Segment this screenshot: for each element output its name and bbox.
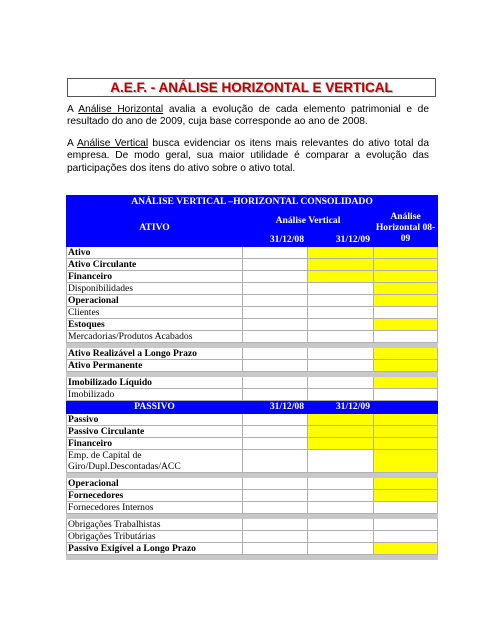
horizontal-value-cell[interactable] [374, 360, 438, 372]
vertical-value-cell[interactable] [243, 360, 308, 372]
vertical-value-cell[interactable] [308, 490, 374, 502]
vertical-value-cell[interactable] [243, 519, 308, 531]
row-label: Imobilizado [67, 389, 243, 401]
table-row [67, 283, 438, 295]
vertical-value-cell[interactable] [243, 438, 308, 450]
vertical-value-cell[interactable] [243, 478, 308, 490]
date-2009: 31/12/09 [308, 234, 374, 247]
para2-post: busca evidenciar os itens mais relevantes do ativo total da empresa. De modo geral, sua maior utilidade é comparar a evolução das participações dos itens do ativo sobre o ativo total. [67, 138, 430, 174]
vertical-value-cell[interactable] [308, 319, 374, 331]
vertical-value-cell[interactable] [308, 377, 374, 389]
table-row [67, 331, 438, 343]
table-row [67, 414, 438, 426]
vertical-value-cell[interactable] [308, 331, 374, 343]
table-row [67, 543, 438, 555]
row-label: Operacional [67, 295, 243, 307]
table-row [67, 295, 438, 307]
paragraph-vertical [67, 138, 429, 175]
vertical-value-cell[interactable] [308, 414, 374, 426]
table-row [67, 426, 438, 438]
passivo-header-row [67, 401, 438, 414]
row-label: Fornecedores [67, 490, 243, 502]
date-2008: 31/12/08 [243, 234, 308, 247]
separator-cell [374, 555, 438, 560]
table-row [67, 377, 438, 389]
row-separator [67, 555, 438, 560]
horizontal-value-cell[interactable] [374, 307, 438, 319]
row-label: Ativo Realizável a Longo Prazo [67, 348, 243, 360]
table-row [67, 450, 438, 473]
vertical-value-cell[interactable] [308, 426, 374, 438]
horizontal-value-cell[interactable] [374, 331, 438, 343]
horizontal-value-cell[interactable] [374, 502, 438, 514]
horizontal-value-cell[interactable] [374, 348, 438, 360]
horizontal-value-cell[interactable] [374, 295, 438, 307]
horizontal-value-cell[interactable] [374, 271, 438, 283]
table-row [67, 389, 438, 401]
para1-term: Análise Horizontal [78, 104, 164, 115]
vertical-value-cell[interactable] [243, 259, 308, 271]
vertical-value-cell[interactable] [308, 531, 374, 543]
document-title-box [67, 78, 436, 97]
vertical-value-cell[interactable] [308, 259, 374, 271]
para2-term: Análise Vertical [76, 138, 149, 149]
table-row [67, 271, 438, 283]
passivo-date-2008: 31/12/08 [243, 401, 308, 414]
horizontal-value-cell[interactable] [374, 259, 438, 271]
row-label: Obrigações Tributárias [67, 531, 243, 543]
vertical-value-cell[interactable] [243, 389, 308, 401]
row-label: Passivo Exigível a Longo Prazo [67, 543, 243, 555]
vertical-value-cell[interactable] [243, 331, 308, 343]
vertical-value-cell[interactable] [308, 247, 374, 259]
horizontal-value-cell[interactable] [374, 283, 438, 295]
separator-cell [243, 555, 308, 560]
horizontal-value-cell[interactable] [374, 389, 438, 401]
row-label: Emp. de Capital de Giro/Dupl.Descontadas/ACC [67, 450, 243, 473]
row-label: Mercadorias/Produtos Acabados [67, 331, 243, 343]
table-row [67, 478, 438, 490]
table-row [67, 490, 438, 502]
table-row [67, 519, 438, 531]
ah-header: Análise Horizontal 08-09 [374, 209, 438, 247]
vertical-value-cell[interactable] [243, 543, 308, 555]
row-label: Imobilizado Líquido [67, 377, 243, 389]
row-label: Ativo [67, 247, 243, 259]
document-title: A.E.F. - ANÁLISE HORIZONTAL E VERTICAL [110, 80, 393, 95]
table-row [67, 531, 438, 543]
para1-pre: A [67, 104, 79, 115]
table-row [67, 259, 438, 271]
vertical-value-cell[interactable] [308, 271, 374, 283]
vertical-value-cell[interactable] [308, 348, 374, 360]
row-label: Financeiro [67, 438, 243, 450]
horizontal-value-cell[interactable] [374, 543, 438, 555]
para1-post: avalia a evolução de cada elemento patrimonial e de resultado do ano de 2009, cuja base corresponde ao ano de 2008. [67, 104, 430, 128]
horizontal-value-cell[interactable] [374, 478, 438, 490]
table-row [67, 307, 438, 319]
row-label: Disponibilidades [67, 283, 243, 295]
vertical-value-cell[interactable] [308, 502, 374, 514]
analysis-table [66, 195, 438, 560]
vertical-value-cell[interactable] [308, 450, 374, 473]
horizontal-value-cell[interactable] [374, 377, 438, 389]
vertical-value-cell[interactable] [243, 490, 308, 502]
table-row [67, 348, 438, 360]
horizontal-value-cell[interactable] [374, 438, 438, 450]
row-label: Operacional [67, 478, 243, 490]
paragraph-horizontal [67, 104, 429, 129]
row-label: Ativo Permanente [67, 360, 243, 372]
table-row [67, 360, 438, 372]
vertical-value-cell[interactable] [243, 426, 308, 438]
vertical-value-cell[interactable] [243, 283, 308, 295]
row-label: Estoques [67, 319, 243, 331]
horizontal-value-cell[interactable] [374, 319, 438, 331]
av-header: Análise Vertical [243, 209, 374, 234]
vertical-value-cell[interactable] [308, 519, 374, 531]
horizontal-value-cell[interactable] [374, 450, 438, 473]
vertical-value-cell[interactable] [308, 543, 374, 555]
row-label: Clientes [67, 307, 243, 319]
main-header: ANÁLISE VERTICAL –HORIZONTAL CONSOLIDADO [67, 196, 438, 209]
vertical-value-cell[interactable] [308, 478, 374, 490]
vertical-value-cell[interactable] [243, 307, 308, 319]
row-label: Ativo Circulante [67, 259, 243, 271]
table-row [67, 319, 438, 331]
horizontal-value-cell[interactable] [374, 247, 438, 259]
row-label: Fornecedores Internos [67, 502, 243, 514]
row-label: Passivo Circulante [67, 426, 243, 438]
separator-cell [308, 555, 374, 560]
table-row [67, 502, 438, 514]
vertical-value-cell[interactable] [243, 295, 308, 307]
vertical-value-cell[interactable] [308, 389, 374, 401]
row-label: Financeiro [67, 271, 243, 283]
table-row [67, 438, 438, 450]
passivo-header: PASSIVO [67, 401, 243, 414]
vertical-value-cell[interactable] [243, 319, 308, 331]
passivo-date-2009: 31/12/09 [308, 401, 374, 414]
horizontal-value-cell[interactable] [374, 490, 438, 502]
vertical-value-cell[interactable] [308, 295, 374, 307]
vertical-value-cell[interactable] [243, 531, 308, 543]
vertical-value-cell[interactable] [243, 271, 308, 283]
vertical-value-cell[interactable] [243, 414, 308, 426]
vertical-value-cell[interactable] [308, 360, 374, 372]
vertical-value-cell[interactable] [308, 283, 374, 295]
vertical-value-cell[interactable] [243, 450, 308, 473]
table-row [67, 247, 438, 259]
horizontal-value-cell[interactable] [374, 426, 438, 438]
separator-cell [67, 555, 243, 560]
horizontal-value-cell[interactable] [374, 414, 438, 426]
row-label: Passivo [67, 414, 243, 426]
row-label: Obrigações Trabalhistas [67, 519, 243, 531]
horizontal-value-cell[interactable] [374, 519, 438, 531]
analysis-sheet [66, 195, 437, 560]
vertical-value-cell[interactable] [308, 307, 374, 319]
vertical-value-cell[interactable] [243, 348, 308, 360]
ativo-header: ATIVO [67, 209, 243, 247]
para2-pre: A [67, 138, 77, 149]
vertical-value-cell[interactable] [308, 438, 374, 450]
vertical-value-cell[interactable] [243, 502, 308, 514]
vertical-value-cell[interactable] [243, 377, 308, 389]
vertical-value-cell[interactable] [243, 247, 308, 259]
horizontal-value-cell[interactable] [374, 531, 438, 543]
passivo-header-blank [374, 401, 438, 414]
